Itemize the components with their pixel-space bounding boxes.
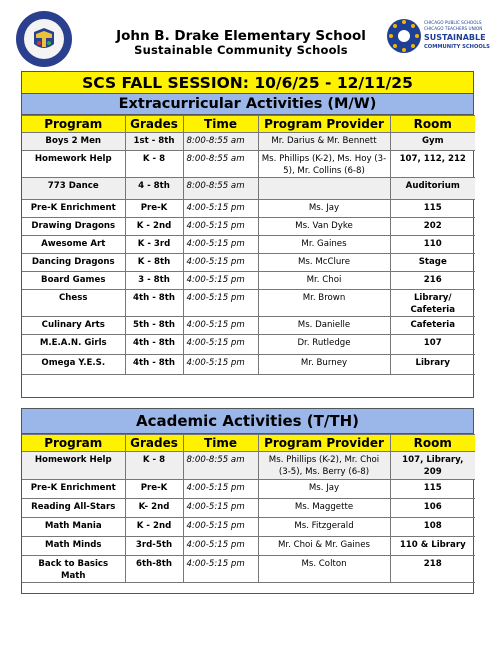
grades-cell: 1st - 8th [125, 133, 183, 151]
time-cell: 4:00-5:15 pm [183, 290, 258, 317]
program-cell: Omega Y.E.S. [22, 355, 125, 375]
grades-cell: K - 2nd [125, 518, 183, 537]
table-row [22, 200, 475, 218]
time-cell: 4:00-5:15 pm [183, 355, 258, 375]
time-cell: 8:00-8:55 am [183, 133, 258, 151]
academic-title: Academic Activities (T/TH) [22, 409, 473, 434]
extracurricular-section [21, 71, 474, 398]
col-header-program: Program [22, 116, 125, 133]
time-cell: 4:00-5:15 pm [183, 317, 258, 335]
provider-cell: Ms. Colton [258, 556, 390, 583]
time-cell: 4:00-5:15 pm [183, 200, 258, 218]
table-header-row [22, 435, 475, 452]
col-header-grades: Grades [125, 116, 183, 133]
grades-cell: 3 - 8th [125, 272, 183, 290]
time-cell: 4:00-5:15 pm [183, 556, 258, 583]
school-name: John B. Drake Elementary School [116, 28, 366, 44]
room-cell: 107, 112, 212 [390, 151, 475, 178]
program-cell: Drawing Dragons [22, 218, 125, 236]
time-cell: 4:00-5:15 pm [183, 236, 258, 254]
page-header [0, 0, 500, 70]
room-cell: 106 [390, 499, 475, 518]
program-cell: Dancing Dragons [22, 254, 125, 272]
provider-cell: Mr. Brown [258, 290, 390, 317]
provider-cell: Mr. Burney [258, 355, 390, 375]
grades-cell: K - 8 [125, 452, 183, 480]
logo-line1: CHICAGO PUBLIC SCHOOLS [424, 20, 482, 25]
table-row [22, 452, 475, 480]
room-cell: 107 [390, 335, 475, 355]
program-cell: Chess [22, 290, 125, 317]
room-cell: 202 [390, 218, 475, 236]
provider-cell: Mr. Gaines [258, 236, 390, 254]
program-cell: Boys 2 Men [22, 133, 125, 151]
table-row [22, 272, 475, 290]
grades-cell: K - 2nd [125, 218, 183, 236]
session-title: SCS FALL SESSION: 10/6/25 - 12/11/25 [22, 72, 473, 94]
extracurricular-rows [22, 133, 475, 375]
room-cell: Library [390, 355, 475, 375]
academic-section [21, 408, 474, 594]
provider-cell: Ms. McClure [258, 254, 390, 272]
provider-cell: Ms. Phillips (K-2), Ms. Hoy (3-5), Mr. Collins (6-8) [258, 151, 390, 178]
academic-table [22, 434, 475, 583]
provider-cell: Mr. Choi [258, 272, 390, 290]
time-cell: 4:00-5:15 pm [183, 499, 258, 518]
program-cell: Homework Help [22, 151, 125, 178]
provider-cell: Mr. Choi & Mr. Gaines [258, 537, 390, 556]
program-cell: Awesome Art [22, 236, 125, 254]
room-cell: 218 [390, 556, 475, 583]
room-cell: 107, Library, 209 [390, 452, 475, 480]
col-header-time: Time [183, 116, 258, 133]
col-header-provider: Program Provider [258, 435, 390, 452]
table-row [22, 236, 475, 254]
table-row [22, 317, 475, 335]
grades-cell: 5th - 8th [125, 317, 183, 335]
time-cell: 4:00-5:15 pm [183, 272, 258, 290]
provider-cell: Ms. Jay [258, 200, 390, 218]
program-cell: M.E.A.N. Girls [22, 335, 125, 355]
table-row [22, 480, 475, 499]
provider-cell: Mr. Darius & Mr. Bennett [258, 133, 390, 151]
provider-cell: Dr. Rutledge [258, 335, 390, 355]
grades-cell: K - 8 [125, 151, 183, 178]
table-row [22, 335, 475, 355]
table-row [22, 178, 475, 200]
room-cell: Gym [390, 133, 475, 151]
table-row [22, 499, 475, 518]
grades-cell: Pre-K [125, 200, 183, 218]
program-cell: Reading All-Stars [22, 499, 125, 518]
time-cell: 4:00-5:15 pm [183, 218, 258, 236]
provider-cell: Ms. Maggette [258, 499, 390, 518]
program-cell: Math Minds [22, 537, 125, 556]
program-cell: Board Games [22, 272, 125, 290]
grades-cell: K - 3rd [125, 236, 183, 254]
school-seal-logo [15, 10, 73, 68]
table-row [22, 290, 475, 317]
program-name: Sustainable Community Schools [134, 43, 348, 57]
room-cell: Cafeteria [390, 317, 475, 335]
extracurricular-title: Extracurricular Activities (M/W) [22, 94, 473, 115]
academic-rows [22, 452, 475, 583]
room-cell: 115 [390, 200, 475, 218]
provider-cell: Ms. Jay [258, 480, 390, 499]
col-header-time: Time [183, 435, 258, 452]
col-header-room: Room [390, 116, 475, 133]
room-cell: Stage [390, 254, 475, 272]
time-cell: 4:00-5:15 pm [183, 537, 258, 556]
time-cell: 8:00-8:55 am [183, 452, 258, 480]
time-cell: 8:00-8:55 am [183, 151, 258, 178]
provider-cell: Ms. Van Dyke [258, 218, 390, 236]
grades-cell: 4th - 8th [125, 335, 183, 355]
table-row [22, 218, 475, 236]
program-cell: Back to Basics Math [22, 556, 125, 583]
table-row [22, 254, 475, 272]
provider-cell: Ms. Danielle [258, 317, 390, 335]
grades-cell: K - 8th [125, 254, 183, 272]
col-header-program: Program [22, 435, 125, 452]
provider-cell [258, 178, 390, 200]
time-cell: 4:00-5:15 pm [183, 518, 258, 537]
table-row [22, 556, 475, 583]
logo-line4: COMMUNITY SCHOOLS [424, 44, 490, 50]
col-header-grades: Grades [125, 435, 183, 452]
program-cell: Pre-K Enrichment [22, 200, 125, 218]
table-row [22, 151, 475, 178]
table-header-row [22, 116, 475, 133]
table-row [22, 355, 475, 375]
provider-cell: Ms. Phillips (K-2), Mr. Choi (3-5), Ms. Berry (6-8) [258, 452, 390, 480]
provider-cell: Ms. Fitzgerald [258, 518, 390, 537]
room-cell: 110 [390, 236, 475, 254]
room-cell: 216 [390, 272, 475, 290]
grades-cell: K- 2nd [125, 499, 183, 518]
grades-cell: 3rd-5th [125, 537, 183, 556]
col-header-room: Room [390, 435, 475, 452]
grades-cell: 4th - 8th [125, 355, 183, 375]
table-row [22, 133, 475, 151]
program-cell: 773 Dance [22, 178, 125, 200]
room-cell: Library/ Cafeteria [390, 290, 475, 317]
room-cell: 110 & Library [390, 537, 475, 556]
table-row [22, 537, 475, 556]
grades-cell: 4th - 8th [125, 290, 183, 317]
room-cell: Auditorium [390, 178, 475, 200]
time-cell: 4:00-5:15 pm [183, 254, 258, 272]
sustainable-community-schools-logo [386, 14, 490, 58]
program-cell: Culinary Arts [22, 317, 125, 335]
grades-cell: Pre-K [125, 480, 183, 499]
grades-cell: 4 - 8th [125, 178, 183, 200]
time-cell: 4:00-5:15 pm [183, 335, 258, 355]
logo-line3: SUSTAINABLE [424, 33, 486, 42]
table-row [22, 518, 475, 537]
time-cell: 4:00-5:15 pm [183, 480, 258, 499]
grades-cell: 6th-8th [125, 556, 183, 583]
room-cell: 115 [390, 480, 475, 499]
time-cell: 8:00-8:55 am [183, 178, 258, 200]
program-cell: Math Mania [22, 518, 125, 537]
extracurricular-table [22, 115, 475, 375]
program-cell: Homework Help [22, 452, 125, 480]
col-header-provider: Program Provider [258, 116, 390, 133]
logo-line2: CHICAGO TEACHERS UNION [424, 26, 483, 31]
room-cell: 108 [390, 518, 475, 537]
program-cell: Pre-K Enrichment [22, 480, 125, 499]
